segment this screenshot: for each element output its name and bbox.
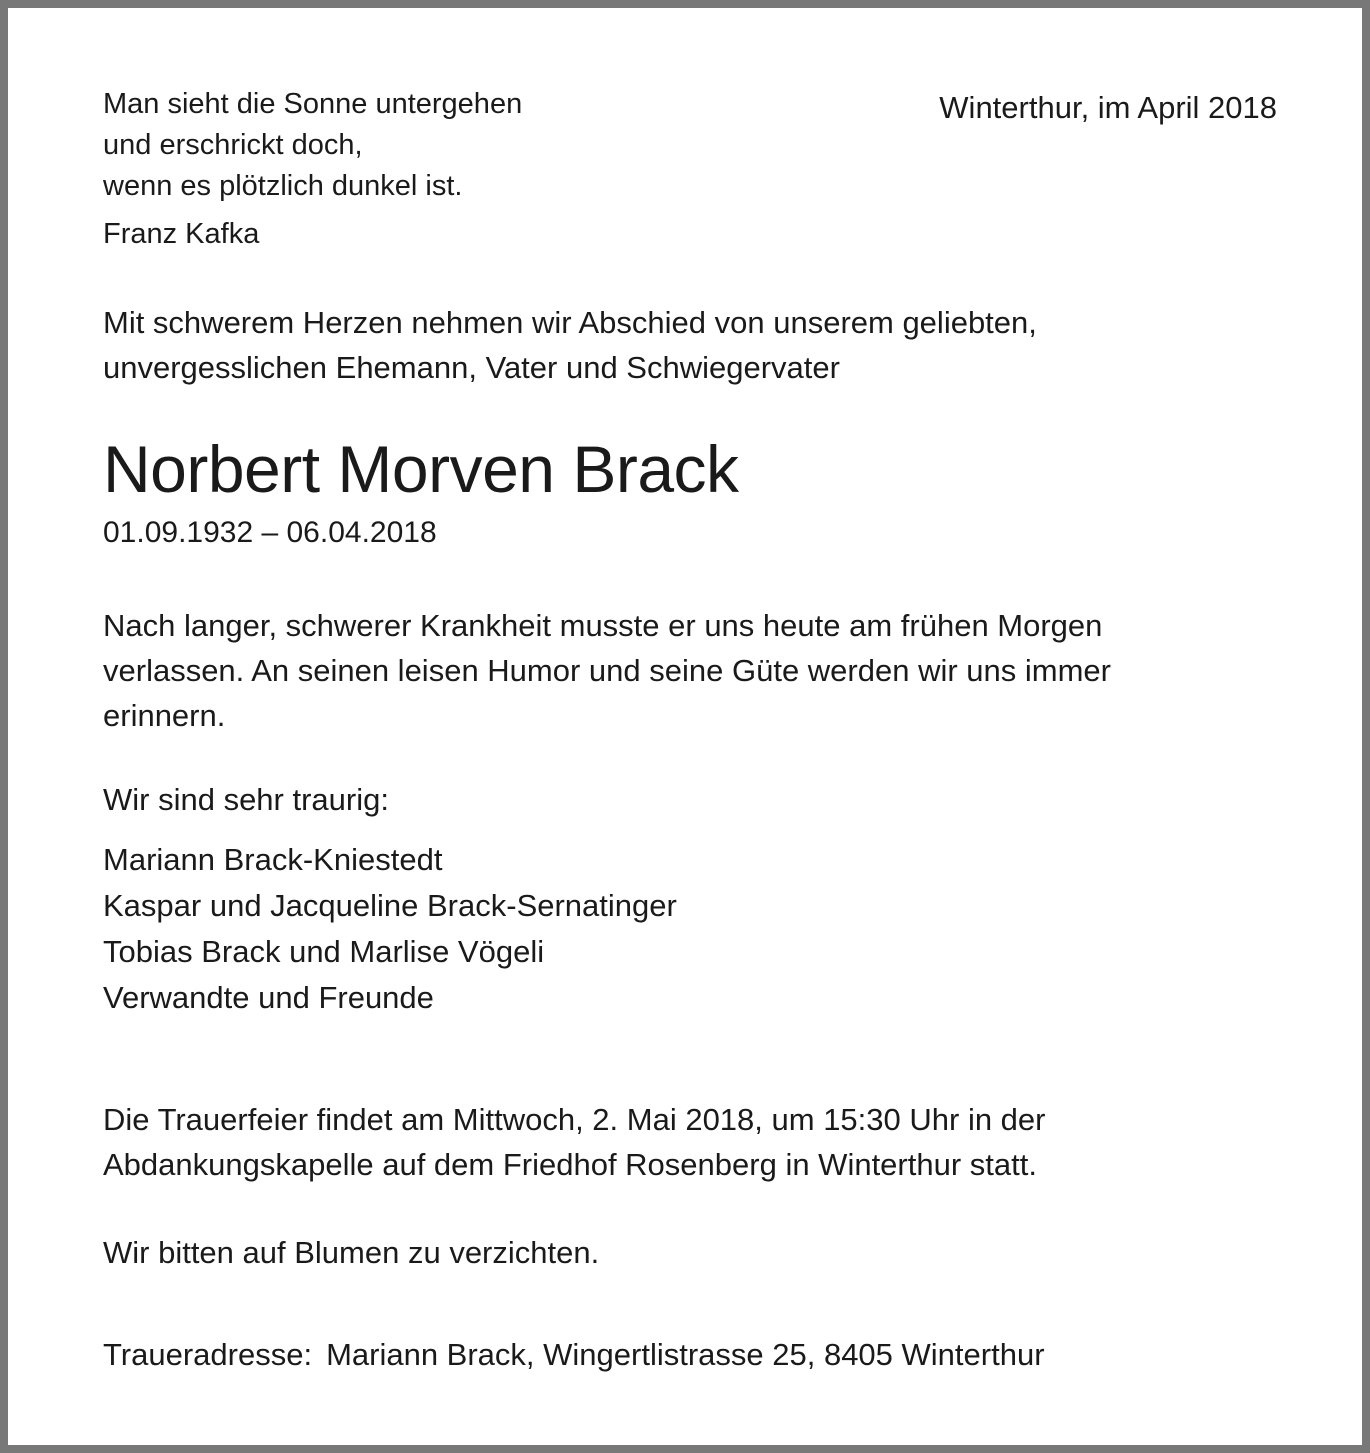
service-info-paragraph [103, 1097, 1302, 1187]
deceased-name: Norbert Morven Brack [103, 432, 739, 506]
obituary-line-2: verlassen. An seinen leisen Humor und seine Güte werden wir uns immer [103, 653, 1111, 688]
mourner-name-4: Verwandte und Freunde [103, 980, 434, 1015]
mourners-list [103, 837, 1302, 1021]
dateline: Winterthur, im April 2018 [939, 90, 1277, 125]
obituary-line-3: erinnern. [103, 698, 226, 733]
service-line-2: Abdankungskapelle auf dem Friedhof Rosenberg in Winterthur statt. [103, 1147, 1037, 1182]
obituary-paragraph [103, 603, 1302, 738]
life-dates: 01.09.1932 – 06.04.2018 [103, 516, 437, 549]
mourner-name-1: Mariann Brack-Kniestedt [103, 842, 443, 877]
obituary-line-1: Nach langer, schwerer Krankheit musste er uns heute am frühen Morgen [103, 608, 1103, 643]
intro-paragraph [103, 300, 1302, 390]
quote-line-3: wenn es plötzlich dunkel ist. [103, 170, 463, 202]
mourning-address [103, 1332, 1302, 1377]
quote-attribution: Franz Kafka [103, 218, 260, 250]
mourners-heading: Wir sind sehr traurig: [103, 782, 389, 817]
mourning-address-label: Traueradresse: [103, 1337, 313, 1372]
mourning-address-value: Mariann Brack, Wingertlistrasse 25, 8405 Winterthur [326, 1337, 1045, 1372]
mourner-name-3: Tobias Brack und Marlise Vögeli [103, 934, 545, 969]
service-line-1: Die Trauerfeier findet am Mittwoch, 2. Mai 2018, um 15:30 Uhr in der [103, 1102, 1046, 1137]
quote-line-1: Man sieht die Sonne untergehen [103, 88, 523, 120]
mourner-name-2: Kaspar und Jacqueline Brack-Sernatinger [103, 888, 677, 923]
flowers-note: Wir bitten auf Blumen zu verzichten. [103, 1235, 600, 1270]
intro-line-2: unvergesslichen Ehemann, Vater und Schwiegervater [103, 350, 840, 385]
intro-line-1: Mit schwerem Herzen nehmen wir Abschied von unserem geliebten, [103, 305, 1037, 340]
quote-line-2: und erschrickt doch, [103, 129, 363, 161]
